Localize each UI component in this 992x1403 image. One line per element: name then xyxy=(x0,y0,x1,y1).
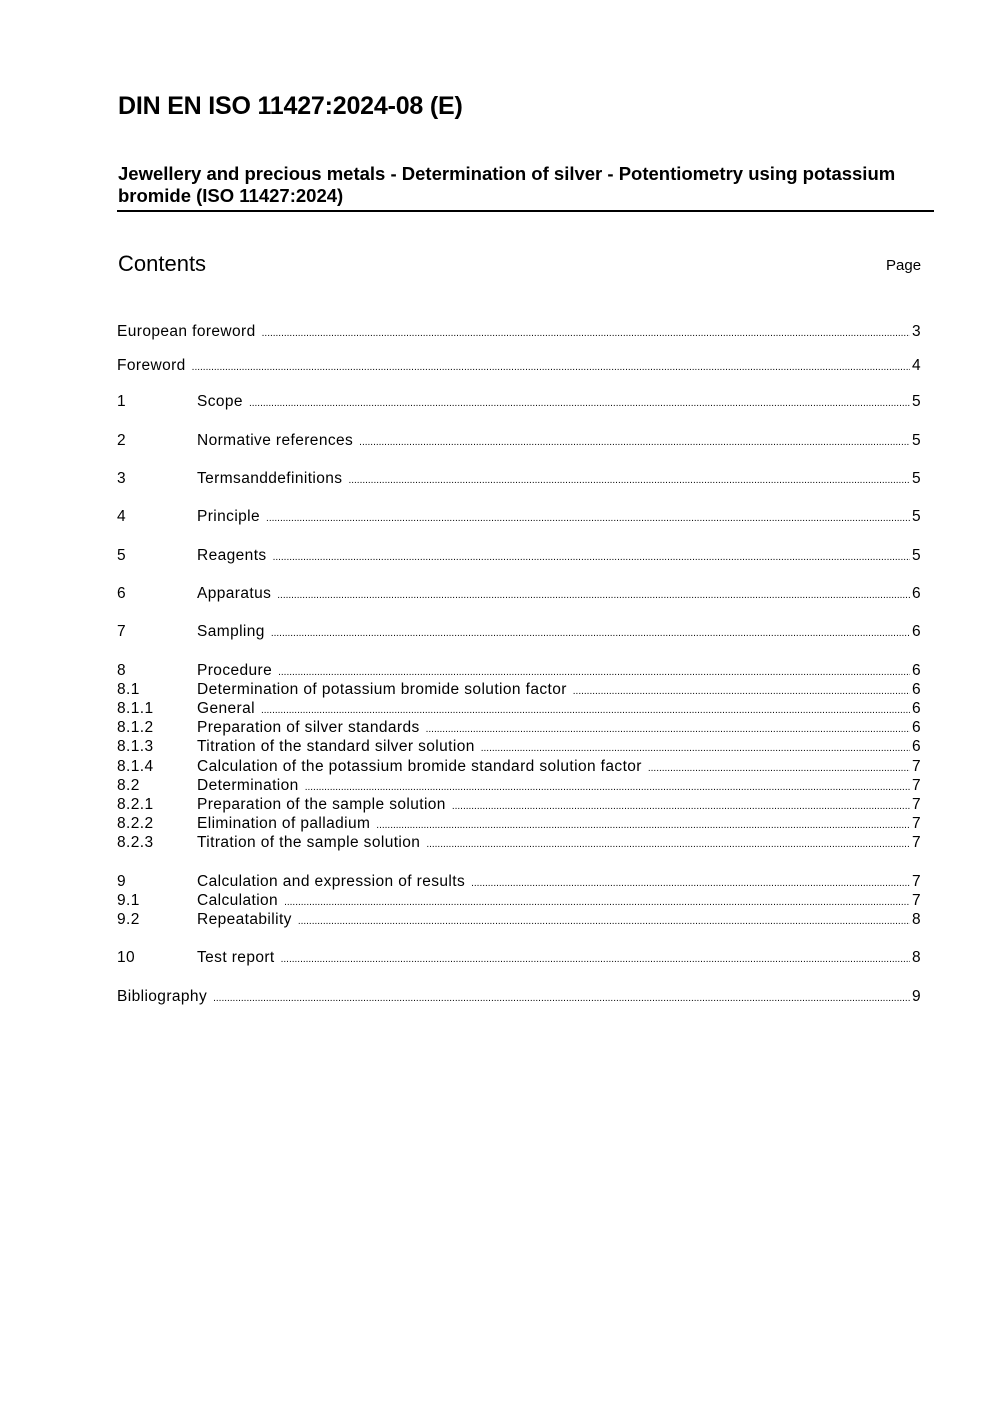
toc-entry-label: Calculation and expression of results xyxy=(197,873,466,890)
toc-dot-leader xyxy=(426,838,910,852)
toc-entry-european-foreword[interactable] xyxy=(117,322,921,341)
toc-entry-page: 5 xyxy=(911,432,921,449)
toc-entry-8-1-2[interactable] xyxy=(117,718,921,737)
toc-entry-9-1[interactable] xyxy=(117,891,921,910)
toc-dot-leader xyxy=(262,327,910,341)
toc-entry-4[interactable] xyxy=(117,507,921,526)
toc-entry-page: 6 xyxy=(911,623,921,640)
toc-entry-10[interactable] xyxy=(117,948,921,967)
toc-entry-page: 6 xyxy=(911,700,921,717)
toc-dot-leader xyxy=(261,704,910,718)
toc-entry-label: Bibliography xyxy=(117,988,208,1005)
toc-entry-page: 8 xyxy=(911,911,921,928)
toc-entry-label: General xyxy=(197,700,255,717)
toc-entry-page: 7 xyxy=(911,834,921,851)
toc-entry-8[interactable] xyxy=(117,661,921,680)
toc-entry-page: 6 xyxy=(911,719,921,736)
toc-entry-9-2[interactable] xyxy=(117,910,921,929)
toc-entry-page: 4 xyxy=(911,357,921,374)
toc-entry-number: 9 xyxy=(117,873,127,890)
toc-entry-page: 7 xyxy=(911,815,921,832)
toc-entry-3[interactable] xyxy=(117,469,921,488)
toc-dot-leader xyxy=(348,474,910,488)
toc-entry-label: Preparation of silver standards xyxy=(197,719,420,736)
toc-entry-label: Repeatability xyxy=(197,911,292,928)
toc-entry-number: 7 xyxy=(117,623,127,640)
toc-dot-leader xyxy=(452,800,910,814)
toc-entry-label: Apparatus xyxy=(197,585,272,602)
toc-entry-8-2-2[interactable] xyxy=(117,814,921,833)
toc-entry-label: Principle xyxy=(197,508,261,525)
toc-entry-number: 8 xyxy=(117,662,127,679)
document-subtitle: Jewellery and precious metals - Determination of silver - Potentiometry using potassium bromide (ISO 11427:2024) xyxy=(118,163,896,206)
toc-dot-leader xyxy=(284,896,910,910)
toc-entry-8-1[interactable] xyxy=(117,680,921,699)
toc-dot-leader xyxy=(192,361,910,375)
toc-dot-leader xyxy=(648,762,910,776)
toc-dot-leader xyxy=(376,819,910,833)
toc-entry-number: 8.1 xyxy=(117,681,140,698)
toc-entry-label: Preparation of the sample solution xyxy=(197,796,446,813)
toc-entry-9[interactable] xyxy=(117,872,921,891)
toc-dot-leader xyxy=(426,723,910,737)
toc-entry-page: 7 xyxy=(911,892,921,909)
toc-dot-leader xyxy=(273,551,910,565)
toc-entry-page: 6 xyxy=(911,738,921,755)
toc-entry-page: 7 xyxy=(911,873,921,890)
toc-entry-label: Sampling xyxy=(197,623,265,640)
toc-entry-number: 8.2 xyxy=(117,777,140,794)
toc-entry-bibliography[interactable] xyxy=(117,987,921,1006)
toc-entry-label: Scope xyxy=(197,393,243,410)
toc-entry-label: Determination xyxy=(197,777,299,794)
toc-dot-leader xyxy=(213,992,910,1006)
toc-dot-leader xyxy=(249,397,910,411)
toc-dot-leader xyxy=(271,627,910,641)
toc-entry-2[interactable] xyxy=(117,431,921,450)
toc-entry-page: 6 xyxy=(911,585,921,602)
toc-entry-number: 8.1.2 xyxy=(117,719,154,736)
toc-entry-1[interactable] xyxy=(117,392,921,411)
contents-heading: Contents xyxy=(118,251,207,276)
toc-entry-number: 9.2 xyxy=(117,911,140,928)
toc-entry-number: 5 xyxy=(117,547,127,564)
toc-entry-label: Titration of the sample solution xyxy=(197,834,421,851)
page-column-label: Page xyxy=(886,257,922,274)
toc-entry-page: 6 xyxy=(911,681,921,698)
toc-entry-number: 10 xyxy=(117,949,136,966)
toc-entry-label: Termsanddefinitions xyxy=(197,470,343,487)
toc-entry-number: 8.2.1 xyxy=(117,796,154,813)
toc-entry-label: Reagents xyxy=(197,547,267,564)
toc-entry-label: Calculation of the potassium bromide standard solution factor xyxy=(197,758,642,775)
toc-entry-page: 9 xyxy=(911,988,921,1005)
toc-entry-foreword[interactable] xyxy=(117,356,921,375)
toc-entry-5[interactable] xyxy=(117,546,921,565)
toc-entry-number: 8.2.3 xyxy=(117,834,154,851)
toc-entry-page: 5 xyxy=(911,547,921,564)
toc-dot-leader xyxy=(481,742,910,756)
toc-dot-leader xyxy=(266,512,910,526)
toc-entry-page: 7 xyxy=(911,796,921,813)
toc-entry-label: Normative references xyxy=(197,432,354,449)
toc-entry-page: 6 xyxy=(911,662,921,679)
toc-entry-label: Test report xyxy=(197,949,275,966)
toc-entry-number: 8.1.1 xyxy=(117,700,154,717)
toc-entry-page: 7 xyxy=(911,777,921,794)
toc-entry-8-1-4[interactable] xyxy=(117,757,921,776)
toc-entry-number: 2 xyxy=(117,432,127,449)
toc-entry-8-1-3[interactable] xyxy=(117,737,921,756)
toc-entry-page: 3 xyxy=(911,323,921,340)
toc-dot-leader xyxy=(278,666,910,680)
document-title: DIN EN ISO 11427:2024-08 (E) xyxy=(118,92,463,120)
toc-entry-number: 8.1.3 xyxy=(117,738,154,755)
toc-entry-label: Calculation xyxy=(197,892,279,909)
toc-entry-8-2-3[interactable] xyxy=(117,833,921,852)
toc-entry-number: 3 xyxy=(117,470,127,487)
toc-entry-page: 5 xyxy=(911,393,921,410)
toc-entry-number: 9.1 xyxy=(117,892,140,909)
title-rule xyxy=(117,210,934,212)
toc-entry-8-1-1[interactable] xyxy=(117,699,921,718)
toc-dot-leader xyxy=(305,781,910,795)
toc-entry-page: 7 xyxy=(911,758,921,775)
toc-entry-number: 8.2.2 xyxy=(117,815,154,832)
toc-entry-number: 8.1.4 xyxy=(117,758,154,775)
toc-entry-8-2[interactable] xyxy=(117,776,921,795)
toc-entry-page: 8 xyxy=(911,949,921,966)
toc-dot-leader xyxy=(298,915,910,929)
toc-entry-label: Determination of potassium bromide solution factor xyxy=(197,681,567,698)
toc-entry-number: 6 xyxy=(117,585,127,602)
toc-dot-leader xyxy=(471,877,910,891)
toc-entry-label: European foreword xyxy=(117,323,256,340)
toc-entry-number: 1 xyxy=(117,393,127,410)
toc-dot-leader xyxy=(277,589,910,603)
toc-entry-label: Elimination of palladium xyxy=(197,815,371,832)
toc-dot-leader xyxy=(359,436,910,450)
toc-dot-leader xyxy=(573,685,910,699)
toc-dot-leader xyxy=(281,953,910,967)
toc-entry-number: 4 xyxy=(117,508,127,525)
toc-entry-8-2-1[interactable] xyxy=(117,795,921,814)
toc-entry-page: 5 xyxy=(911,470,921,487)
toc-entry-label: Procedure xyxy=(197,662,273,679)
toc-entry-7[interactable] xyxy=(117,622,921,641)
toc-entry-label: Foreword xyxy=(117,357,186,374)
toc-entry-page: 5 xyxy=(911,508,921,525)
toc-entry-label: Titration of the standard silver solution xyxy=(197,738,475,755)
toc-entry-6[interactable] xyxy=(117,584,921,603)
